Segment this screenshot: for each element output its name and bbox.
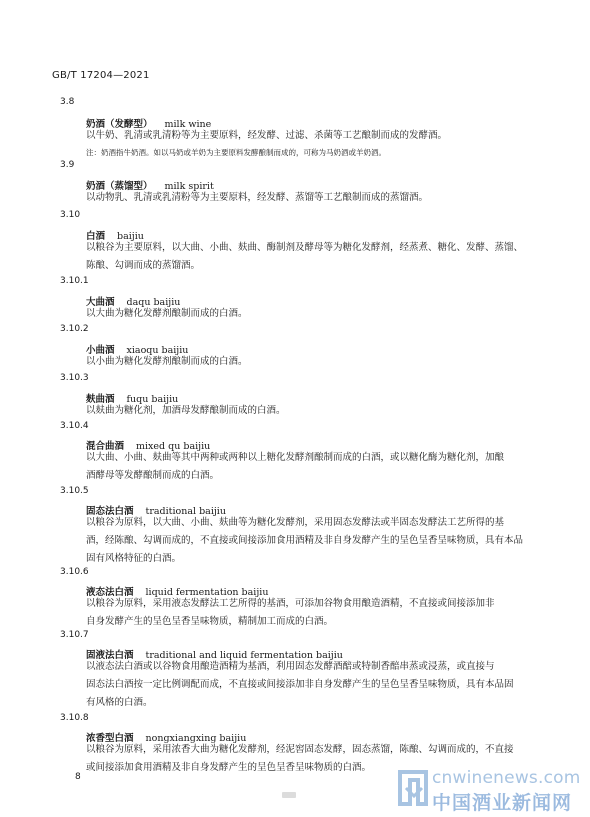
clause-number: 3.10.1 [60,276,89,286]
definition-line: 自身发酵产生的呈色呈香呈味物质，精制加工而成的白酒。 [86,616,334,627]
note: 注：奶酒指牛奶酒。如以马奶或羊奶为主要原料发酵酿制而成的，可称为马奶酒或羊奶酒。 [86,148,386,157]
definition-line: 酒，经陈酿、勾调而成的，不直接或间接添加食用酒精及非自身发酵产生的呈色呈香呈味物质，具有本品 [86,535,524,546]
definition [86,402,546,420]
definition-line: 酒酵母等发酵酿制而成的白酒。 [86,470,220,481]
definition-line: 固态法白酒按一定比例调配而成，不直接或间接添加非自身发酵产生的呈色呈香呈味物质，具有本品固 [86,679,514,690]
definition [86,189,546,207]
clause-number: 3.10.5 [60,486,89,496]
definition [86,514,546,568]
term-en: milk wine [164,119,212,130]
definition-line: 以粮谷为主要原料，以大曲、小曲、麸曲、酶制剂及酵母等为糖化发酵剂，经蒸煮、糖化、发酵、蒸馏、 [86,242,524,253]
term-cn: 白酒 [86,231,106,242]
term-en: fuqu baijiu [126,394,179,405]
clause-number: 3.10.3 [60,373,89,383]
clause-number: 3.9 [60,160,75,170]
clause-number: 3.10 [60,210,81,220]
definition-line: 以液态法白酒或以谷物食用酿造酒精为基酒，利用固态发酵酒醅或特制香醅串蒸或浸蒸，或直接与 [86,661,495,672]
term-en: traditional baijiu [145,506,226,517]
term-en: traditional and liquid fermentation baijiu [145,650,343,661]
term-cn: 混合曲酒 [86,441,125,452]
term-cn: 小曲酒 [86,345,115,356]
definition-line: 有风格的白酒。 [86,697,153,708]
term-en: mixed qu baijiu [136,441,211,452]
clause-number: 3.10.7 [60,630,89,640]
clause-number: 3.8 [60,97,75,107]
scan-mark [282,792,296,798]
term-en: baijiu [117,231,144,242]
definition-line: 陈酿、勾调而成的蒸馏酒。 [86,260,201,271]
term-cn: 麸曲酒 [86,394,115,405]
term-en: daqu baijiu [126,297,181,308]
watermark-name: 中国酒业新闻网 [432,792,573,814]
definition [86,449,546,485]
clause-number: 3.10.8 [60,713,89,723]
definition-line: 以麸曲为糖化剂，加酒母发酵酿制而成的白酒。 [86,405,286,416]
definition [86,127,546,145]
standard-code: GB/T 17204—2021 [52,70,150,81]
definition-line: 以小曲为糖化发酵剂酿制而成的白酒。 [86,356,248,367]
term-en: milk spirit [164,181,214,192]
definition [86,658,546,712]
definition-line: 以动物乳、乳清或乳清粉等为主要原料，经发酵、蒸馏等工艺酿制而成的蒸馏酒。 [86,192,429,203]
definition-line: 或间接添加食用酒精及非自身发酵产生的呈色呈香呈味物质的白酒。 [86,762,372,773]
term-cn: 浓香型白酒 [86,733,134,744]
definition [86,305,546,323]
definition [86,595,546,631]
term-en: nongxiangxing baijiu [145,733,247,744]
watermark-logo-icon [396,766,430,810]
term-cn: 液态法白酒 [86,587,134,598]
definition-line: 以粮谷为原料，采用液态发酵法工艺所得的基酒，可添加谷物食用酿造酒精，不直接或间接添加非 [86,598,495,609]
term-cn: 固液法白酒 [86,650,134,661]
watermark-url: cnwinenews.com [432,768,581,788]
page-number: 8 [75,772,81,782]
term-cn: 奶酒（发酵型） [86,119,153,130]
definition-line: 以牛奶、乳清或乳清粉等为主要原料，经发酵、过滤、杀菌等工艺酿制而成的发酵酒。 [86,130,448,141]
definition-line: 以粮谷为原料，采用浓香大曲为糖化发酵剂，经泥窖固态发酵，固态蒸馏，陈酿、勾调而成的，不直接 [86,744,514,755]
term-cn: 固态法白酒 [86,506,134,517]
term-en: xiaoqu baijiu [126,345,189,356]
clause-number: 3.10.6 [60,567,89,577]
term-en: liquid fermentation baijiu [145,587,269,598]
term-cn: 大曲酒 [86,297,115,308]
term-cn: 奶酒（蒸馏型） [86,181,153,192]
definition-line: 以粮谷为原料，以大曲、小曲、麸曲等为糖化发酵剂，采用固态发酵法或半固态发酵法工艺所得的基 [86,517,505,528]
clause-number: 3.10.2 [60,324,89,334]
definition-line: 以大曲、小曲、麸曲等其中两种或两种以上糖化发酵剂酿制而成的白酒，或以糖化酶为糖化剂，加酿 [86,452,505,463]
definition-line: 以大曲为糖化发酵剂酿制而成的白酒。 [86,308,248,319]
definition [86,353,546,371]
clause-number: 3.10.4 [60,421,89,431]
definition [86,239,546,275]
definition-line: 固有风格特征的白酒。 [86,553,182,564]
